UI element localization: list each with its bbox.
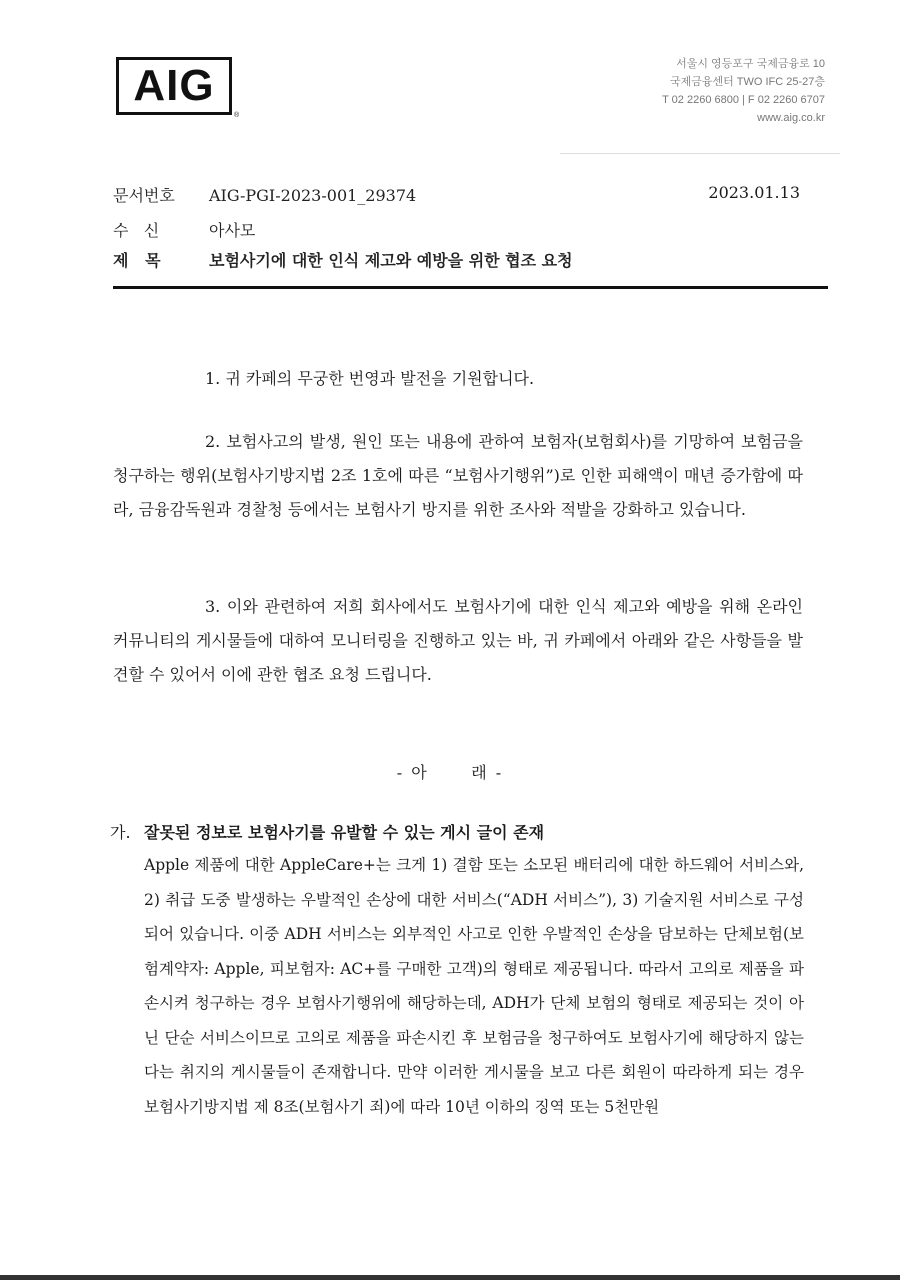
notice-heading: - 아 래 - <box>396 763 504 782</box>
recipient-row <box>113 218 255 241</box>
address-line: www.aig.co.kr <box>757 112 825 124</box>
doc-number-row <box>113 183 416 206</box>
page-bottom-edge <box>0 1275 900 1280</box>
section-marker: 가. <box>110 823 131 842</box>
subject-label: 제 목 <box>113 251 161 270</box>
section-title <box>110 820 544 843</box>
section-title-text: 잘못된 정보로 보험사기를 유발할 수 있는 게시 글이 존재 <box>144 823 545 842</box>
subject: 보험사기에 대한 인식 제고와 예방을 위한 협조 요청 <box>209 251 573 270</box>
section-body: Apple 제품에 대한 AppleCare+는 크게 1) 결함 또는 소모된 배터리에 대한 하드웨어 서비스와, 2) 취급 도중 발생하는 우발적인 손상에 대한 서비스(“ADH 서비스”), 3) 기술지원 서비스로 구성되어 있습니다. 이중 ADH 서비스는 외부적인 사고로 인한 우발적인 손상을 담보하는 단체보험(보험계약자: Apple, 피보험자: AC+를 구매한 고객)의 형태로 제공됩니다. 따라서 고의로 제품을 파손시켜 청구하는 경우 보험사기행위에 해당하는데, ADH가 단체 보험의 형태로 제공되는 것이 아닌 단순 서비스이므로 고의로 제품을 파손시킨 후 보험금을 청구하여도 보험사기에 해당하지 않는다는 취지의 게시물들이 존재합니다. 만약 이러한 게시물을 보고 다른 회원이 따라하게 되는 경우 보험사기방지법 제 8조(보험사기 죄)에 따라 10년 이하의 징역 또는 5천만원 <box>144 856 804 1116</box>
recipient-label: 수 신 <box>113 221 160 240</box>
paragraph-2: 2. 보험사고의 발생, 원인 또는 내용에 관하여 보험자(보험회사)를 기망하여 보험금을 청구하는 행위(보험사기방지법 2조 1호에 따른 “보험사기행위”)로 인한 피해액이 매년 증가함에 따라, 금융감독원과 경찰청 등에서는 보험사기 방지를 위한 조사와 적발을 강화하고 있습니다. <box>113 432 803 519</box>
aig-logo <box>116 57 232 115</box>
registered-mark: ® <box>234 112 240 119</box>
recipient: 아사모 <box>209 221 256 240</box>
letterhead-divider <box>560 153 840 154</box>
doc-date: 2023.01.13 <box>708 183 800 202</box>
doc-number-label: 문서번호 <box>113 186 175 205</box>
paragraph-1: 1. 귀 카페의 무궁한 번영과 발전을 기원합니다. <box>205 369 535 388</box>
doc-number: AIG-PGI-2023-001_29374 <box>209 186 417 205</box>
logo-text: AIG <box>133 61 215 110</box>
subject-row <box>113 248 573 271</box>
address-line: 서울시 영등포구 국제금융로 10 <box>676 58 825 70</box>
letterhead-address <box>662 55 825 127</box>
address-line: T 02 2260 6800 | F 02 2260 6707 <box>662 94 825 106</box>
address-line: 국제금융센터 TWO IFC 25-27층 <box>669 76 825 88</box>
paragraph-3: 3. 이와 관련하여 저희 회사에서도 보험사기에 대한 인식 제고와 예방을 위해 온라인 커뮤니티의 게시물들에 대하여 모니터링을 진행하고 있는 바, 귀 카페에서 아래와 같은 사항들을 발견할 수 있어서 이에 관한 협조 요청 드립니다. <box>113 597 803 684</box>
header-rule <box>113 286 828 289</box>
